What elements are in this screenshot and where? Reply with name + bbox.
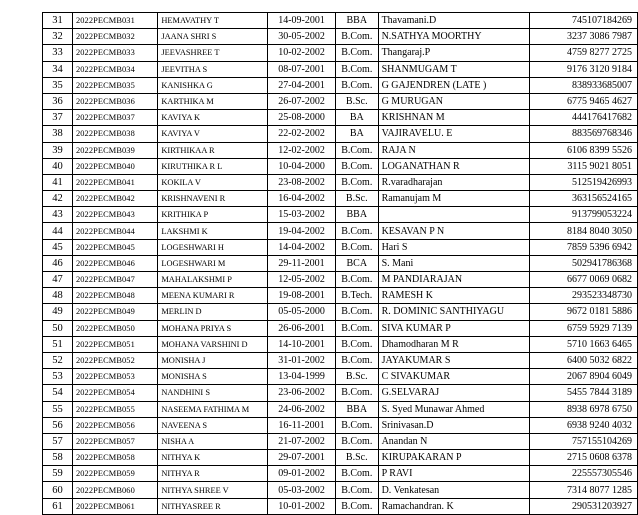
- student-name-cell: KAVIYA K: [158, 110, 268, 126]
- student-name-cell: NASEEMA FATHIMA M: [158, 401, 268, 417]
- serial-number-cell: 37: [43, 110, 73, 126]
- phone-number-cell: 4759 8277 2725: [529, 45, 637, 61]
- date-of-birth-cell: 25-08-2000: [268, 110, 336, 126]
- serial-number-cell: 36: [43, 93, 73, 109]
- parent-name-cell: [378, 207, 529, 223]
- register-number-cell: 2022PECMB049: [72, 304, 157, 320]
- date-of-birth-cell: 19-04-2002: [268, 223, 336, 239]
- student-name-cell: MONISHA J: [158, 352, 268, 368]
- date-of-birth-cell: 26-07-2002: [268, 93, 336, 109]
- phone-number-cell: 293523348730: [529, 288, 637, 304]
- phone-number-cell: 883569768346: [529, 126, 637, 142]
- phone-number-cell: 8938 6978 6750: [529, 401, 637, 417]
- parent-name-cell: LOGANATHAN R: [378, 158, 529, 174]
- serial-number-cell: 39: [43, 142, 73, 158]
- table-row: [43, 433, 638, 449]
- date-of-birth-cell: 15-03-2002: [268, 207, 336, 223]
- student-name-cell: JAANA SHRI S: [158, 29, 268, 45]
- register-number-cell: 2022PECMB057: [72, 433, 157, 449]
- serial-number-cell: 48: [43, 288, 73, 304]
- student-name-cell: NANDHINI S: [158, 385, 268, 401]
- degree-cell: BCA: [335, 255, 378, 271]
- parent-name-cell: VAJIRAVELU. E: [378, 126, 529, 142]
- register-number-cell: 2022PECMB059: [72, 466, 157, 482]
- date-of-birth-cell: 31-01-2002: [268, 352, 336, 368]
- register-number-cell: 2022PECMB056: [72, 417, 157, 433]
- phone-number-cell: 2715 0608 6378: [529, 450, 637, 466]
- student-name-cell: HEMAVATHY T: [158, 13, 268, 29]
- serial-number-cell: 45: [43, 239, 73, 255]
- serial-number-cell: 51: [43, 336, 73, 352]
- phone-number-cell: 7859 5396 6942: [529, 239, 637, 255]
- phone-number-cell: 8184 8040 3050: [529, 223, 637, 239]
- register-number-cell: 2022PECMB048: [72, 288, 157, 304]
- student-name-cell: KIRUTHIKA R L: [158, 158, 268, 174]
- student-name-cell: NITHYA K: [158, 450, 268, 466]
- parent-name-cell: C SIVAKUMAR: [378, 369, 529, 385]
- student-name-cell: MOHANA PRIYA S: [158, 320, 268, 336]
- student-name-cell: NAVEENA S: [158, 417, 268, 433]
- student-name-cell: MOHANA VARSHINI D: [158, 336, 268, 352]
- table-row: [43, 174, 638, 190]
- degree-cell: B.Sc.: [335, 450, 378, 466]
- phone-number-cell: 3115 9021 8051: [529, 158, 637, 174]
- register-number-cell: 2022PECMB039: [72, 142, 157, 158]
- student-name-cell: LAKSHMI K: [158, 223, 268, 239]
- student-name-cell: KRITHIKA P: [158, 207, 268, 223]
- degree-cell: BBA: [335, 401, 378, 417]
- degree-cell: B.Sc.: [335, 369, 378, 385]
- degree-cell: B.Tech.: [335, 288, 378, 304]
- degree-cell: B.Sc.: [335, 191, 378, 207]
- date-of-birth-cell: 10-04-2000: [268, 158, 336, 174]
- table-row: [43, 450, 638, 466]
- date-of-birth-cell: 16-04-2002: [268, 191, 336, 207]
- degree-cell: BBA: [335, 13, 378, 29]
- phone-number-cell: 5710 1663 6465: [529, 336, 637, 352]
- phone-number-cell: 363156524165: [529, 191, 637, 207]
- table-row: [43, 45, 638, 61]
- degree-cell: BA: [335, 126, 378, 142]
- degree-cell: B.Com.: [335, 482, 378, 498]
- register-number-cell: 2022PECMB037: [72, 110, 157, 126]
- phone-number-cell: 838933685007: [529, 77, 637, 93]
- table-row: [43, 29, 638, 45]
- table-row: [43, 223, 638, 239]
- register-number-cell: 2022PECMB053: [72, 369, 157, 385]
- register-number-cell: 2022PECMB061: [72, 498, 157, 514]
- parent-name-cell: Thavamani.D: [378, 13, 529, 29]
- serial-number-cell: 41: [43, 174, 73, 190]
- serial-number-cell: 43: [43, 207, 73, 223]
- register-number-cell: 2022PECMB036: [72, 93, 157, 109]
- register-number-cell: 2022PECMB046: [72, 255, 157, 271]
- serial-number-cell: 42: [43, 191, 73, 207]
- phone-number-cell: 6106 8399 5526: [529, 142, 637, 158]
- parent-name-cell: G MURUGAN: [378, 93, 529, 109]
- degree-cell: B.Com.: [335, 223, 378, 239]
- student-name-cell: KOKILA V: [158, 174, 268, 190]
- date-of-birth-cell: 30-05-2002: [268, 29, 336, 45]
- degree-cell: B.Com.: [335, 29, 378, 45]
- phone-number-cell: 745107184269: [529, 13, 637, 29]
- phone-number-cell: 2067 8904 6049: [529, 369, 637, 385]
- student-name-cell: LOGESHWARI H: [158, 239, 268, 255]
- date-of-birth-cell: 27-04-2001: [268, 77, 336, 93]
- student-name-cell: JEEVASHREE T: [158, 45, 268, 61]
- date-of-birth-cell: 16-11-2001: [268, 417, 336, 433]
- register-number-cell: 2022PECMB058: [72, 450, 157, 466]
- register-number-cell: 2022PECMB060: [72, 482, 157, 498]
- phone-number-cell: 7314 8077 1285: [529, 482, 637, 498]
- student-name-cell: LOGESHWARI M: [158, 255, 268, 271]
- register-number-cell: 2022PECMB044: [72, 223, 157, 239]
- table-row: [43, 110, 638, 126]
- table-row: [43, 482, 638, 498]
- register-number-cell: 2022PECMB047: [72, 272, 157, 288]
- degree-cell: B.Com.: [335, 174, 378, 190]
- date-of-birth-cell: 05-05-2000: [268, 304, 336, 320]
- student-name-cell: NISHA A: [158, 433, 268, 449]
- degree-cell: B.Com.: [335, 385, 378, 401]
- table-row: [43, 336, 638, 352]
- student-name-cell: NITHYASREE R: [158, 498, 268, 514]
- student-name-cell: MEENA KUMARI R: [158, 288, 268, 304]
- student-name-cell: KANISHKA G: [158, 77, 268, 93]
- date-of-birth-cell: 26-06-2001: [268, 320, 336, 336]
- date-of-birth-cell: 12-02-2002: [268, 142, 336, 158]
- table-row: [43, 385, 638, 401]
- phone-number-cell: 757155104269: [529, 433, 637, 449]
- parent-name-cell: N.SATHYA MOORTHY: [378, 29, 529, 45]
- serial-number-cell: 31: [43, 13, 73, 29]
- date-of-birth-cell: 14-10-2001: [268, 336, 336, 352]
- student-name-cell: KRISHNAVENI R: [158, 191, 268, 207]
- register-number-cell: 2022PECMB040: [72, 158, 157, 174]
- table-row: [43, 272, 638, 288]
- degree-cell: B.Com.: [335, 45, 378, 61]
- serial-number-cell: 59: [43, 466, 73, 482]
- date-of-birth-cell: 14-09-2001: [268, 13, 336, 29]
- student-table-body: [43, 13, 638, 515]
- register-number-cell: 2022PECMB045: [72, 239, 157, 255]
- table-row: [43, 61, 638, 77]
- phone-number-cell: 913799053224: [529, 207, 637, 223]
- degree-cell: B.Com.: [335, 77, 378, 93]
- table-row: [43, 77, 638, 93]
- degree-cell: BA: [335, 110, 378, 126]
- student-name-cell: KIRTHIKAA R: [158, 142, 268, 158]
- serial-number-cell: 38: [43, 126, 73, 142]
- serial-number-cell: 35: [43, 77, 73, 93]
- serial-number-cell: 52: [43, 352, 73, 368]
- table-row: [43, 369, 638, 385]
- date-of-birth-cell: 12-05-2002: [268, 272, 336, 288]
- table-row: [43, 239, 638, 255]
- date-of-birth-cell: 21-07-2002: [268, 433, 336, 449]
- degree-cell: B.Com.: [335, 417, 378, 433]
- date-of-birth-cell: 29-07-2001: [268, 450, 336, 466]
- table-row: [43, 498, 638, 514]
- phone-number-cell: 225557305546: [529, 466, 637, 482]
- parent-name-cell: S. Mani: [378, 255, 529, 271]
- date-of-birth-cell: 14-04-2002: [268, 239, 336, 255]
- date-of-birth-cell: 22-02-2002: [268, 126, 336, 142]
- date-of-birth-cell: 10-02-2002: [268, 45, 336, 61]
- serial-number-cell: 61: [43, 498, 73, 514]
- parent-name-cell: KIRUPAKARAN P: [378, 450, 529, 466]
- phone-number-cell: 6775 9465 4627: [529, 93, 637, 109]
- register-number-cell: 2022PECMB042: [72, 191, 157, 207]
- parent-name-cell: KRISHNAN M: [378, 110, 529, 126]
- student-name-cell: MERLIN D: [158, 304, 268, 320]
- degree-cell: B.Com.: [335, 304, 378, 320]
- table-row: [43, 288, 638, 304]
- parent-name-cell: RAMESH K: [378, 288, 529, 304]
- degree-cell: B.Sc.: [335, 93, 378, 109]
- serial-number-cell: 32: [43, 29, 73, 45]
- degree-cell: B.Com.: [335, 352, 378, 368]
- degree-cell: B.Com.: [335, 336, 378, 352]
- table-row: [43, 401, 638, 417]
- student-name-cell: MONISHA S: [158, 369, 268, 385]
- serial-number-cell: 60: [43, 482, 73, 498]
- date-of-birth-cell: 08-07-2001: [268, 61, 336, 77]
- phone-number-cell: 290531203927: [529, 498, 637, 514]
- serial-number-cell: 54: [43, 385, 73, 401]
- parent-name-cell: SHANMUGAM T: [378, 61, 529, 77]
- student-name-cell: KARTHIKA M: [158, 93, 268, 109]
- phone-number-cell: 444176417682: [529, 110, 637, 126]
- serial-number-cell: 33: [43, 45, 73, 61]
- student-name-cell: MAHALAKSHMI P: [158, 272, 268, 288]
- register-number-cell: 2022PECMB051: [72, 336, 157, 352]
- register-number-cell: 2022PECMB050: [72, 320, 157, 336]
- serial-number-cell: 34: [43, 61, 73, 77]
- register-number-cell: 2022PECMB055: [72, 401, 157, 417]
- table-row: [43, 417, 638, 433]
- table-row: [43, 142, 638, 158]
- register-number-cell: 2022PECMB038: [72, 126, 157, 142]
- degree-cell: B.Com.: [335, 142, 378, 158]
- degree-cell: BBA: [335, 207, 378, 223]
- table-row: [43, 13, 638, 29]
- serial-number-cell: 44: [43, 223, 73, 239]
- table-row: [43, 304, 638, 320]
- register-number-cell: 2022PECMB034: [72, 61, 157, 77]
- date-of-birth-cell: 13-04-1999: [268, 369, 336, 385]
- phone-number-cell: 6759 5929 7139: [529, 320, 637, 336]
- phone-number-cell: 3237 3086 7987: [529, 29, 637, 45]
- date-of-birth-cell: 23-06-2002: [268, 385, 336, 401]
- date-of-birth-cell: 19-08-2001: [268, 288, 336, 304]
- register-number-cell: 2022PECMB035: [72, 77, 157, 93]
- table-row: [43, 466, 638, 482]
- serial-number-cell: 47: [43, 272, 73, 288]
- parent-name-cell: D. Venkatesan: [378, 482, 529, 498]
- parent-name-cell: Ramachandran. K: [378, 498, 529, 514]
- date-of-birth-cell: 10-01-2002: [268, 498, 336, 514]
- parent-name-cell: Anandan N: [378, 433, 529, 449]
- parent-name-cell: R.varadharajan: [378, 174, 529, 190]
- phone-number-cell: 502941786368: [529, 255, 637, 271]
- serial-number-cell: 40: [43, 158, 73, 174]
- register-number-cell: 2022PECMB043: [72, 207, 157, 223]
- parent-name-cell: S. Syed Munawar Ahmed: [378, 401, 529, 417]
- date-of-birth-cell: 23-08-2002: [268, 174, 336, 190]
- register-number-cell: 2022PECMB032: [72, 29, 157, 45]
- degree-cell: B.Com.: [335, 61, 378, 77]
- student-table: [42, 12, 638, 515]
- serial-number-cell: 50: [43, 320, 73, 336]
- register-number-cell: 2022PECMB054: [72, 385, 157, 401]
- serial-number-cell: 49: [43, 304, 73, 320]
- parent-name-cell: Thangaraj.P: [378, 45, 529, 61]
- phone-number-cell: 6938 9240 4032: [529, 417, 637, 433]
- table-row: [43, 255, 638, 271]
- degree-cell: B.Com.: [335, 158, 378, 174]
- parent-name-cell: G GAJENDREN (LATE ): [378, 77, 529, 93]
- serial-number-cell: 56: [43, 417, 73, 433]
- phone-number-cell: 5455 7844 3189: [529, 385, 637, 401]
- parent-name-cell: Hari S: [378, 239, 529, 255]
- student-name-cell: NITHYA SHREE V: [158, 482, 268, 498]
- table-row: [43, 320, 638, 336]
- phone-number-cell: 6677 0069 0682: [529, 272, 637, 288]
- serial-number-cell: 55: [43, 401, 73, 417]
- student-list-sheet: [42, 12, 638, 515]
- parent-name-cell: R. DOMINIC SANTHIYAGU: [378, 304, 529, 320]
- phone-number-cell: 9176 3120 9184: [529, 61, 637, 77]
- parent-name-cell: KESAVAN P N: [378, 223, 529, 239]
- parent-name-cell: Ramanujam M: [378, 191, 529, 207]
- serial-number-cell: 57: [43, 433, 73, 449]
- date-of-birth-cell: 24-06-2002: [268, 401, 336, 417]
- table-row: [43, 352, 638, 368]
- degree-cell: B.Com.: [335, 239, 378, 255]
- table-row: [43, 158, 638, 174]
- student-name-cell: NITHYA R: [158, 466, 268, 482]
- register-number-cell: 2022PECMB031: [72, 13, 157, 29]
- phone-number-cell: 512519426993: [529, 174, 637, 190]
- parent-name-cell: RAJA N: [378, 142, 529, 158]
- degree-cell: B.Com.: [335, 433, 378, 449]
- student-name-cell: KAVIYA V: [158, 126, 268, 142]
- date-of-birth-cell: 05-03-2002: [268, 482, 336, 498]
- parent-name-cell: P RAVI: [378, 466, 529, 482]
- degree-cell: B.Com.: [335, 498, 378, 514]
- parent-name-cell: SIVA KUMAR P: [378, 320, 529, 336]
- parent-name-cell: Dhamodharan M R: [378, 336, 529, 352]
- table-row: [43, 93, 638, 109]
- register-number-cell: 2022PECMB033: [72, 45, 157, 61]
- register-number-cell: 2022PECMB052: [72, 352, 157, 368]
- phone-number-cell: 9672 0181 5886: [529, 304, 637, 320]
- parent-name-cell: G.SELVARAJ: [378, 385, 529, 401]
- table-row: [43, 126, 638, 142]
- phone-number-cell: 6400 5032 6822: [529, 352, 637, 368]
- serial-number-cell: 46: [43, 255, 73, 271]
- degree-cell: B.Com.: [335, 272, 378, 288]
- date-of-birth-cell: 29-11-2001: [268, 255, 336, 271]
- register-number-cell: 2022PECMB041: [72, 174, 157, 190]
- serial-number-cell: 58: [43, 450, 73, 466]
- degree-cell: B.Com.: [335, 466, 378, 482]
- student-name-cell: JEEVITHA S: [158, 61, 268, 77]
- serial-number-cell: 53: [43, 369, 73, 385]
- parent-name-cell: Srinivasan.D: [378, 417, 529, 433]
- parent-name-cell: JAYAKUMAR S: [378, 352, 529, 368]
- degree-cell: B.Com.: [335, 320, 378, 336]
- date-of-birth-cell: 09-01-2002: [268, 466, 336, 482]
- table-row: [43, 191, 638, 207]
- table-row: [43, 207, 638, 223]
- parent-name-cell: M PANDIARAJAN: [378, 272, 529, 288]
